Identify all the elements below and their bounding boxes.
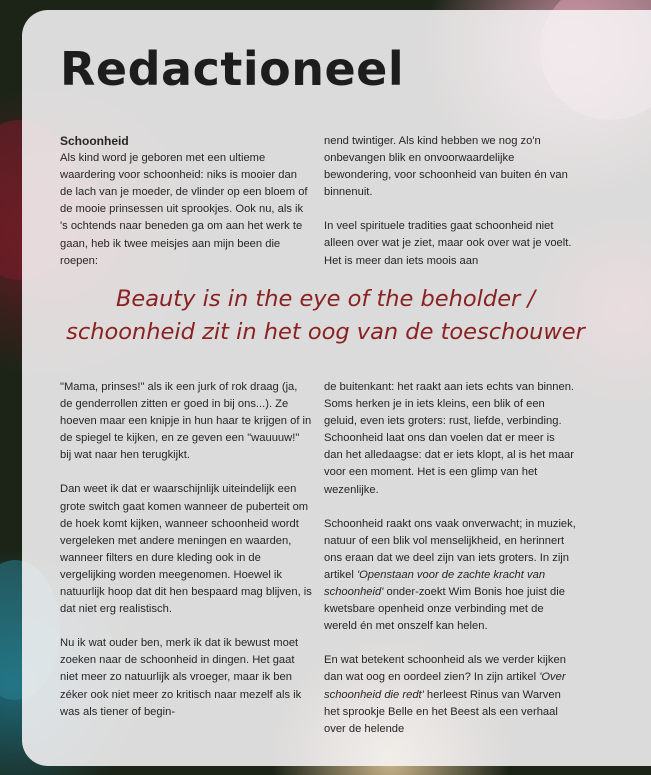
page-title: Redactioneel: [60, 42, 405, 96]
paragraph: Nu ik wat ouder ben, merk ik dat ik bewust moet zoeken naar de schoonheid in dingen. Het gaat niet meer zo natuurlijk als vroeger, maar ik ben zéker ook niet meer zo kritisch naar mezelf als ik was als tiener of begin-: [60, 637, 302, 718]
text-run: En wat betekent schoonheid als we verder kijken dan wat oog en oordeel zien? In zijn artikel: [324, 654, 566, 684]
paragraph: "Mama, prinses!" als ik een jurk of rok draag (ja, de genderrollen zitten er goed in bij ons...). Ze hoeven maar een knipje in hun haar te krijgen of in de spiegel te kijken, en ze geven een "wauuuw!" bij wat naar hen terugkijkt.: [60, 381, 312, 462]
text-run: herleest Rinus van Warven het sprookje Belle en het Beest als een verhaal over de helende: [324, 688, 561, 735]
paragraph: nend twintiger. Als kind hebben we nog zo'n onbevangen blik en onvoorwaardelijke bewondering, voor schoonheid van buiten én van binnenuit.: [324, 135, 568, 199]
pull-quote-line: Beauty is in the eye of the beholder /: [115, 286, 536, 312]
article-title: 'Over schoonheid die redt': [324, 671, 566, 701]
article-title: 'Openstaan voor de zachte kracht van schoonheid': [324, 568, 546, 599]
column-left-bottom: [60, 379, 312, 721]
paragraph: [324, 516, 576, 636]
section-heading: Schoonheid: [60, 134, 129, 148]
pull-quote-line: schoonheid zit in het oog van de toeschouwer: [66, 319, 585, 345]
paragraph: In veel spirituele tradities gaat schoonheid niet alleen over wat je ziet, maar ook over wat je voelt. Het is meer dan iets moois aan: [324, 220, 572, 267]
paragraph: Dan weet ik dat er waarschijnlijk uiteindelijk een grote switch gaat komen wanneer de puberteit om de hoek komt kijken, wanneer schoonheid wordt vergeleken met andere meningen en waarden, wanneer filters en dure kleding ook in de vergelijking worden meegenomen. Hoewel ik natuurlijk hoop dat dit hen bespaard mag blijven, is dat niet erg realistisch.: [60, 483, 312, 616]
paragraph: [324, 652, 576, 737]
column-right-top: [324, 133, 576, 270]
column-left-top: [60, 133, 312, 270]
text-run: Schoonheid raakt ons vaak onverwacht; in muziek, natuur of een blik vol menselijkheid, en herinnert ons eraan dat we deel zijn van iets groters. In zijn artikel: [324, 517, 576, 581]
column-right-bottom: [324, 379, 576, 738]
text-run: onder-zoekt Wim Bonis hoe juist die kwetsbare openheid onze verbinding met de wereld én met onszelf kan helen.: [324, 586, 565, 633]
pull-quote: [40, 283, 611, 349]
paragraph: de buitenkant: het raakt aan iets echts van binnen. Soms herken je in iets kleins, een blik of een geluid, even iets groters: rust, liefde, verbinding. Schoonheid laat ons dan voelen dat er meer is dan het alledaagse: dat er iets klopt, al is het maar voor een moment. Het is een glimp van het wezenlijke.: [324, 381, 575, 496]
paragraph: Als kind word je geboren met een ultieme waardering voor schoonheid: niks is mooier dan de lach van je moeder, de vlinder op een bloem of de mooie prinsessen uit sprookjes. Ook nu, als ik 's ochtends naar beneden ga om aan het werk te gaan, heb ik twee meisjes aan mijn been die roepen:: [60, 152, 308, 267]
